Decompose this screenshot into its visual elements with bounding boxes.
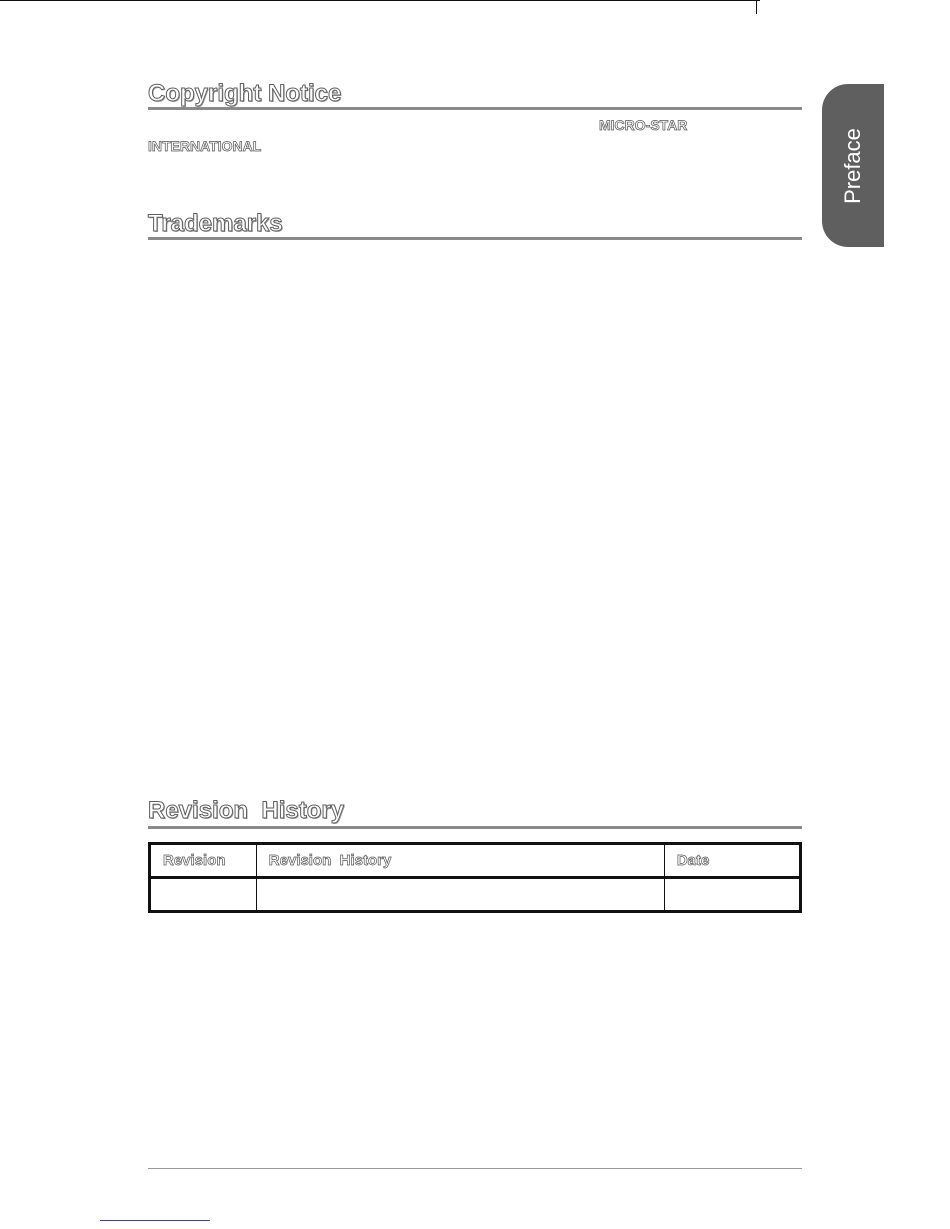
bottom-link-underline xyxy=(100,1220,210,1221)
cell-revision-history xyxy=(256,878,664,912)
term-micro-star: MICRO-STAR xyxy=(599,117,688,133)
side-tab-label: Preface xyxy=(840,127,865,204)
rule-trademarks xyxy=(148,237,802,240)
cell-date xyxy=(664,878,800,912)
rule-copyright xyxy=(148,107,802,110)
footer-rule xyxy=(148,1168,802,1169)
table-row xyxy=(150,878,801,912)
revision-history-table xyxy=(148,842,802,913)
top-rule xyxy=(0,0,760,1)
term-international: INTERNATIONAL xyxy=(148,138,262,154)
heading-revision-history: Revision History xyxy=(148,797,345,824)
header-revision-history: Revision History xyxy=(256,844,664,878)
header-revision: Revision xyxy=(150,844,257,878)
heading-copyright-notice: Copyright Notice xyxy=(148,80,342,107)
header-date: Date xyxy=(664,844,800,878)
cell-revision xyxy=(150,878,257,912)
top-rule-tick xyxy=(756,0,757,14)
side-tab-preface[interactable] xyxy=(822,84,884,247)
rule-revision xyxy=(148,826,802,829)
heading-trademarks: Trademarks xyxy=(148,210,283,237)
table-header-row xyxy=(150,844,801,878)
